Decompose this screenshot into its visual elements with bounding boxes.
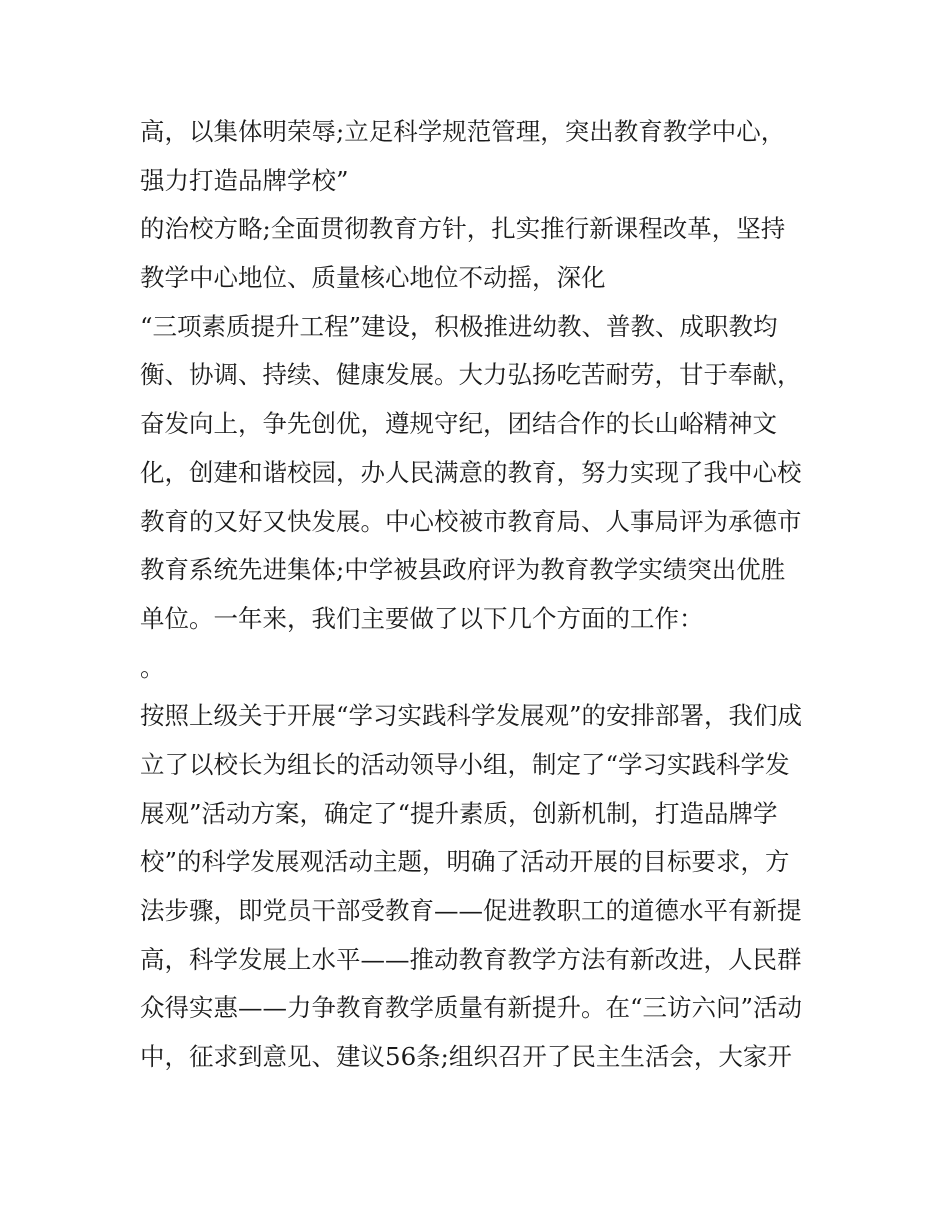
text-line-7: 奋发向上，争先创优，遵规守纪，团结合作的长山峪精神文	[140, 409, 777, 439]
text-line-2: 强力打造品牌学校”	[140, 165, 349, 195]
text-line-15: 展观”活动方案，确定了“提升素质，创新机制，打造品牌学	[140, 798, 778, 828]
text-line-10: 教育系统先进集体;中学被县政府评为教育教学实绩突出优胜	[140, 555, 786, 585]
text-line-20: 中，征求到意见、建议56条;组织召开了民主生活会，大家开	[140, 1042, 792, 1072]
text-line-9: 教育的又好又快发展。中心校被市教育局、人事局评为承德市	[140, 506, 802, 536]
text-line-8: 化，创建和谐校园，办人民满意的教育，努力实现了我中心校	[140, 457, 802, 487]
text-line-14: 立了以校长为组长的活动领导小组，制定了“学习实践科学发	[140, 749, 790, 779]
text-line-17: 法步骤，即党员干部受教育——促进教职工的道德水平有新提	[140, 896, 802, 925]
text-line-11: 单位。一年来，我们主要做了以下几个方面的工作：	[140, 603, 704, 633]
text-line-16: 校”的科学发展观活动主题，明确了活动开展的目标要求，方	[140, 847, 790, 877]
text-line-12: 。	[140, 652, 165, 682]
text-line-1: 高，以集体明荣辱;立足科学规范管理，突出教育教学中心，	[140, 117, 786, 146]
text-line-5: “三项素质提升工程”建设，积极推进幼教、普教、成职教均	[140, 311, 778, 341]
text-line-4: 教学中心地位、质量核心地位不动摇，深化	[140, 263, 606, 293]
text-line-13: 按照上级关于开展“学习实践科学发展观”的安排部署，我们成	[140, 701, 803, 731]
text-line-6: 衡、协调、持续、健康发展。大力弘扬吃苦耐劳，甘于奉献，	[140, 360, 802, 390]
body-text	[140, 108, 820, 1082]
text-line-18: 高，科学发展上水平——推动教育教学方法有新改进，人民群	[140, 944, 802, 974]
text-line-19: 众得实惠——力争教育教学质量有新提升。在“三访六问”活动	[140, 993, 803, 1023]
text-line-3: 的治校方略;全面贯彻教育方针，扎实推行新课程改革，坚持	[140, 214, 786, 244]
